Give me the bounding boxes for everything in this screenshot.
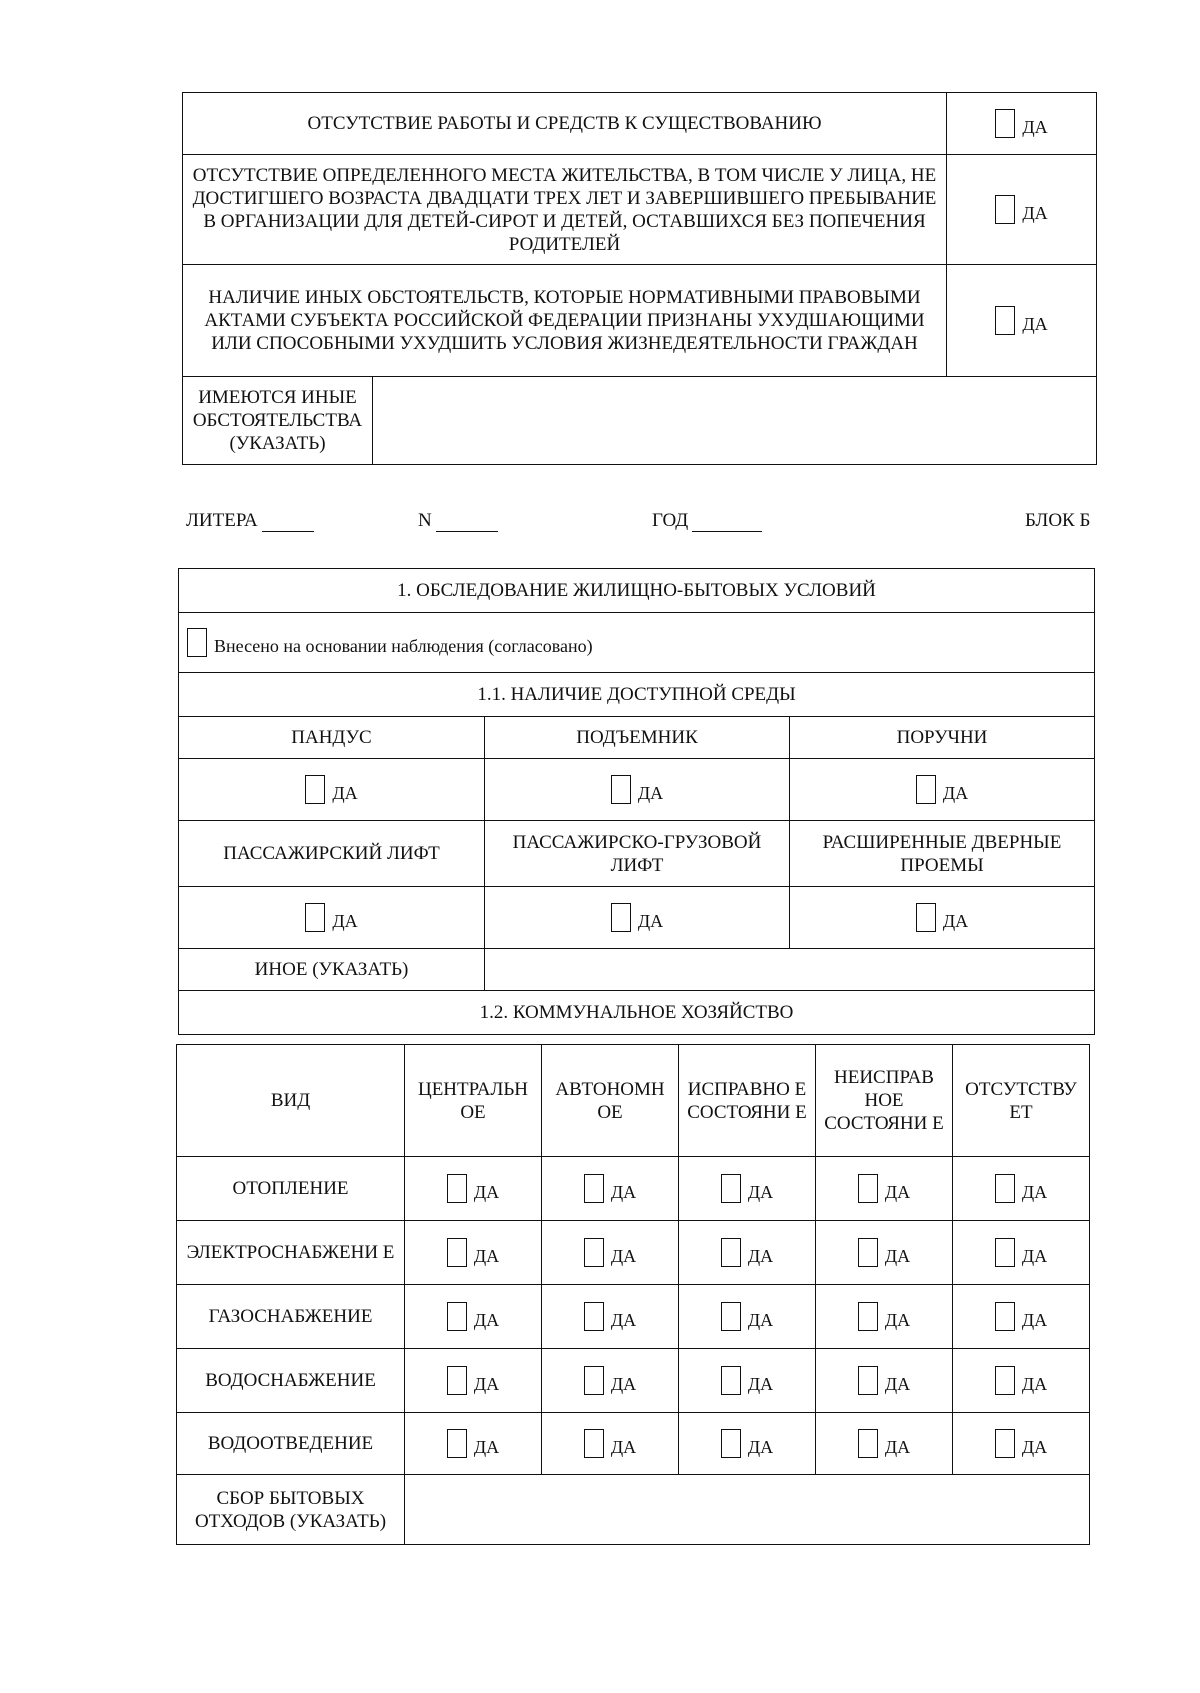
checkbox-cell[interactable] (953, 1413, 1090, 1475)
yes-label: ДА (637, 911, 664, 931)
checkbox[interactable] (584, 1429, 604, 1458)
checkbox-cell[interactable] (816, 1413, 953, 1475)
yes-label: ДА (473, 1246, 500, 1266)
lift-header: ПОДЪЕМНИК (485, 717, 790, 759)
yes-label: ДА (884, 1374, 911, 1394)
yes-label: ДА (1021, 1246, 1048, 1266)
section-title: 1. ОБСЛЕДОВАНИЕ ЖИЛИЩНО-БЫТОВЫХ УСЛОВИЙ (179, 569, 1095, 613)
checkbox[interactable] (858, 1429, 878, 1458)
yes-label: ДА (884, 1310, 911, 1330)
yes-label: ДА (610, 1246, 637, 1266)
circumstance-text: НАЛИЧИЕ ИНЫХ ОБСТОЯТЕЛЬСТВ, КОТОРЫЕ НОРМАТИВНЫМИ ПРАВОВЫМИ АКТАМИ СУБЪЕКТА РОССИЙСКОЙ ФЕДЕРАЦИИ ПРИЗНАНЫ УХУДШАЮЩИМИ ИЛИ СПОСОБНЫМИ УХУДШИТЬ УСЛОВИЯ ЖИЗНЕДЕЯТЕЛЬНОСТИ ГРАЖДАН (183, 265, 947, 377)
litera-field[interactable] (186, 510, 314, 532)
col-working-header: ИСПРАВНО Е СОСТОЯНИ Е (679, 1045, 816, 1157)
col-autonomous-header: АВТОНОМН ОЕ (542, 1045, 679, 1157)
checkbox[interactable] (858, 1302, 878, 1331)
checkbox-cell[interactable] (679, 1349, 816, 1413)
checkbox[interactable] (916, 903, 936, 932)
wide-doors-header: РАСШИРЕННЫЕ ДВЕРНЫЕ ПРОЕМЫ (790, 821, 1095, 887)
checkbox[interactable] (187, 628, 207, 657)
circumstance-text: ОТСУТСТВИЕ ОПРЕДЕЛЕННОГО МЕСТА ЖИТЕЛЬСТВА, В ТОМ ЧИСЛЕ У ЛИЦА, НЕ ДОСТИГШЕГО ВОЗРАСТА ДВАДЦАТИ ТРЕХ ЛЕТ И ЗАВЕРШИВШЕГО ПРЕБЫВАНИЕ В ОРГАНИЗАЦИИ ДЛЯ ДЕТЕЙ-СИРОТ И ДЕТЕЙ, ОСТАВШИХСЯ БЕЗ ПОПЕЧЕНИЯ РОДИТЕЛЕЙ (183, 155, 947, 265)
lift-checkbox-cell[interactable] (485, 759, 790, 821)
circumstance-row (183, 93, 1097, 155)
yes-label: ДА (332, 911, 358, 931)
checkbox-cell[interactable] (953, 1349, 1090, 1413)
other-accessibility-label: ИНОЕ (УКАЗАТЬ) (179, 949, 485, 991)
utility-name: ОТОПЛЕНИЕ (177, 1157, 405, 1221)
yes-label: ДА (610, 1374, 637, 1394)
yes-label: ДА (747, 1182, 774, 1202)
freight-elevator-header: ПАССАЖИРСКО-ГРУЗОВОЙ ЛИФТ (485, 821, 790, 887)
utility-name: ЭЛЕКТРОСНАБЖЕНИ Е (177, 1221, 405, 1285)
checkbox-cell[interactable] (679, 1285, 816, 1349)
yes-label: ДА (473, 1437, 500, 1457)
checkbox[interactable] (995, 195, 1015, 224)
table-row (177, 1157, 1090, 1221)
checkbox[interactable] (858, 1238, 878, 1267)
ramp-checkbox-cell[interactable] (179, 759, 485, 821)
utilities-table (176, 1044, 1090, 1545)
checkbox[interactable] (995, 109, 1015, 138)
yes-label: ДА (1021, 1437, 1048, 1457)
yes-label: ДА (747, 1437, 774, 1457)
checkbox-cell[interactable] (816, 1285, 953, 1349)
checkbox[interactable] (584, 1366, 604, 1395)
other-circumstances-label: ИМЕЮТСЯ ИНЫЕ ОБСТОЯТЕЛЬСТВА (УКАЗАТЬ) (183, 377, 373, 465)
checkbox-cell[interactable] (816, 1157, 953, 1221)
circumstance-checkbox-cell[interactable] (947, 93, 1097, 155)
number-label: N (418, 510, 432, 531)
checkbox[interactable] (447, 1174, 467, 1203)
number-line[interactable] (436, 513, 498, 532)
checkbox[interactable] (858, 1366, 878, 1395)
checkbox-cell[interactable] (816, 1349, 953, 1413)
circumstance-row (183, 265, 1097, 377)
yes-label: ДА (1022, 203, 1048, 223)
yes-label: ДА (942, 911, 969, 931)
other-circumstances-row (183, 377, 1097, 465)
checkbox[interactable] (305, 903, 325, 932)
year-field[interactable] (652, 510, 762, 532)
table-row (177, 1285, 1090, 1349)
table-row (177, 1413, 1090, 1475)
checkbox-cell[interactable] (542, 1349, 679, 1413)
table-row (177, 1221, 1090, 1285)
yes-label: ДА (332, 783, 358, 803)
yes-label: ДА (1021, 1182, 1048, 1202)
utility-name: ВОДООТВЕДЕНИЕ (177, 1413, 405, 1475)
checkbox-cell[interactable] (542, 1157, 679, 1221)
checkbox-cell[interactable] (953, 1285, 1090, 1349)
checkbox-cell[interactable] (405, 1157, 542, 1221)
waste-field[interactable] (405, 1475, 1090, 1545)
col-central-header: ЦЕНТРАЛЬН ОЕ (405, 1045, 542, 1157)
checkbox-cell[interactable] (405, 1413, 542, 1475)
checkbox[interactable] (721, 1302, 741, 1331)
checkbox-cell[interactable] (816, 1221, 953, 1285)
checkbox[interactable] (721, 1366, 741, 1395)
circumstance-row (183, 155, 1097, 265)
yes-label: ДА (884, 1182, 911, 1202)
yes-label: ДА (942, 783, 969, 803)
yes-label: ДА (747, 1374, 774, 1394)
checkbox-cell[interactable] (679, 1413, 816, 1475)
checkbox-cell[interactable] (679, 1157, 816, 1221)
checkbox[interactable] (611, 903, 631, 932)
wide-doors-checkbox-cell[interactable] (790, 887, 1095, 949)
utilities-header-row (177, 1045, 1090, 1157)
year-label: ГОД (652, 510, 689, 531)
yes-label: ДА (1021, 1374, 1048, 1394)
yes-label: ДА (610, 1310, 637, 1330)
circumstance-text: ОТСУТСТВИЕ РАБОТЫ И СРЕДСТВ К СУЩЕСТВОВАНИЮ (183, 93, 947, 155)
circumstance-checkbox-cell[interactable] (947, 155, 1097, 265)
observed-row[interactable] (179, 613, 1095, 673)
passenger-elevator-checkbox-cell[interactable] (179, 887, 485, 949)
checkbox[interactable] (447, 1366, 467, 1395)
col-absent-header: ОТСУТСТВУ ЕТ (953, 1045, 1090, 1157)
yes-label: ДА (473, 1310, 500, 1330)
yes-label: ДА (473, 1374, 500, 1394)
checkbox[interactable] (305, 775, 325, 804)
subsection-title: 1.1. НАЛИЧИЕ ДОСТУПНОЙ СРЕДЫ (179, 673, 1095, 717)
checkbox[interactable] (721, 1238, 741, 1267)
checkbox-cell[interactable] (542, 1413, 679, 1475)
checkbox-cell[interactable] (542, 1285, 679, 1349)
yes-label: ДА (747, 1310, 774, 1330)
circumstance-checkbox-cell[interactable] (947, 265, 1097, 377)
checkbox[interactable] (584, 1238, 604, 1267)
waste-label: СБОР БЫТОВЫХ ОТХОДОВ (УКАЗАТЬ) (177, 1475, 405, 1545)
circumstances-table (182, 92, 1097, 465)
yes-label: ДА (473, 1182, 500, 1202)
table-row (177, 1349, 1090, 1413)
utility-name: ГАЗОСНАБЖЕНИЕ (177, 1285, 405, 1349)
litera-line[interactable] (262, 513, 314, 532)
col-type-header: ВИД (177, 1045, 405, 1157)
checkbox[interactable] (995, 1238, 1015, 1267)
litera-label: ЛИТЕРА (186, 510, 258, 531)
utility-name: ВОДОСНАБЖЕНИЕ (177, 1349, 405, 1413)
checkbox[interactable] (584, 1174, 604, 1203)
checkbox-cell[interactable] (679, 1221, 816, 1285)
waste-row (177, 1475, 1090, 1545)
col-faulty-header: НЕИСПРАВ НОЕ СОСТОЯНИ Е (816, 1045, 953, 1157)
passenger-elevator-header: ПАССАЖИРСКИЙ ЛИФТ (179, 821, 485, 887)
other-circumstances-field[interactable] (373, 377, 1097, 465)
checkbox[interactable] (916, 775, 936, 804)
checkbox[interactable] (995, 1366, 1015, 1395)
checkbox-cell[interactable] (405, 1285, 542, 1349)
ramp-header: ПАНДУС (179, 717, 485, 759)
yes-label: ДА (1021, 1310, 1048, 1330)
yes-label: ДА (637, 783, 664, 803)
year-line[interactable] (692, 513, 762, 532)
checkbox[interactable] (995, 1302, 1015, 1331)
checkbox[interactable] (858, 1174, 878, 1203)
yes-label: ДА (747, 1246, 774, 1266)
checkbox[interactable] (584, 1302, 604, 1331)
handrails-header: ПОРУЧНИ (790, 717, 1095, 759)
checkbox-cell[interactable] (542, 1221, 679, 1285)
checkbox[interactable] (995, 1174, 1015, 1203)
checkbox[interactable] (447, 1302, 467, 1331)
number-field[interactable] (418, 510, 498, 532)
block-label: БЛОК Б (1025, 510, 1091, 531)
yes-label: ДА (1022, 117, 1048, 137)
other-accessibility-field[interactable] (485, 949, 1095, 991)
accessibility-table (178, 568, 1095, 1035)
checkbox[interactable] (721, 1429, 741, 1458)
checkbox-cell[interactable] (953, 1157, 1090, 1221)
checkbox[interactable] (995, 306, 1015, 335)
yes-label: ДА (610, 1182, 637, 1202)
handrails-checkbox-cell[interactable] (790, 759, 1095, 821)
subsection-title: 1.2. КОММУНАЛЬНОЕ ХОЗЯЙСТВО (179, 991, 1095, 1035)
checkbox-cell[interactable] (405, 1221, 542, 1285)
checkbox[interactable] (611, 775, 631, 804)
checkbox[interactable] (447, 1238, 467, 1267)
checkbox[interactable] (721, 1174, 741, 1203)
checkbox-cell[interactable] (953, 1221, 1090, 1285)
yes-label: ДА (884, 1246, 911, 1266)
yes-label: ДА (610, 1437, 637, 1457)
checkbox[interactable] (995, 1429, 1015, 1458)
yes-label: ДА (1022, 314, 1048, 334)
yes-label: ДА (884, 1437, 911, 1457)
freight-elevator-checkbox-cell[interactable] (485, 887, 790, 949)
checkbox-cell[interactable] (405, 1349, 542, 1413)
checkbox[interactable] (447, 1429, 467, 1458)
observed-label: Внесено на основании наблюдения (согласовано) (214, 636, 593, 656)
